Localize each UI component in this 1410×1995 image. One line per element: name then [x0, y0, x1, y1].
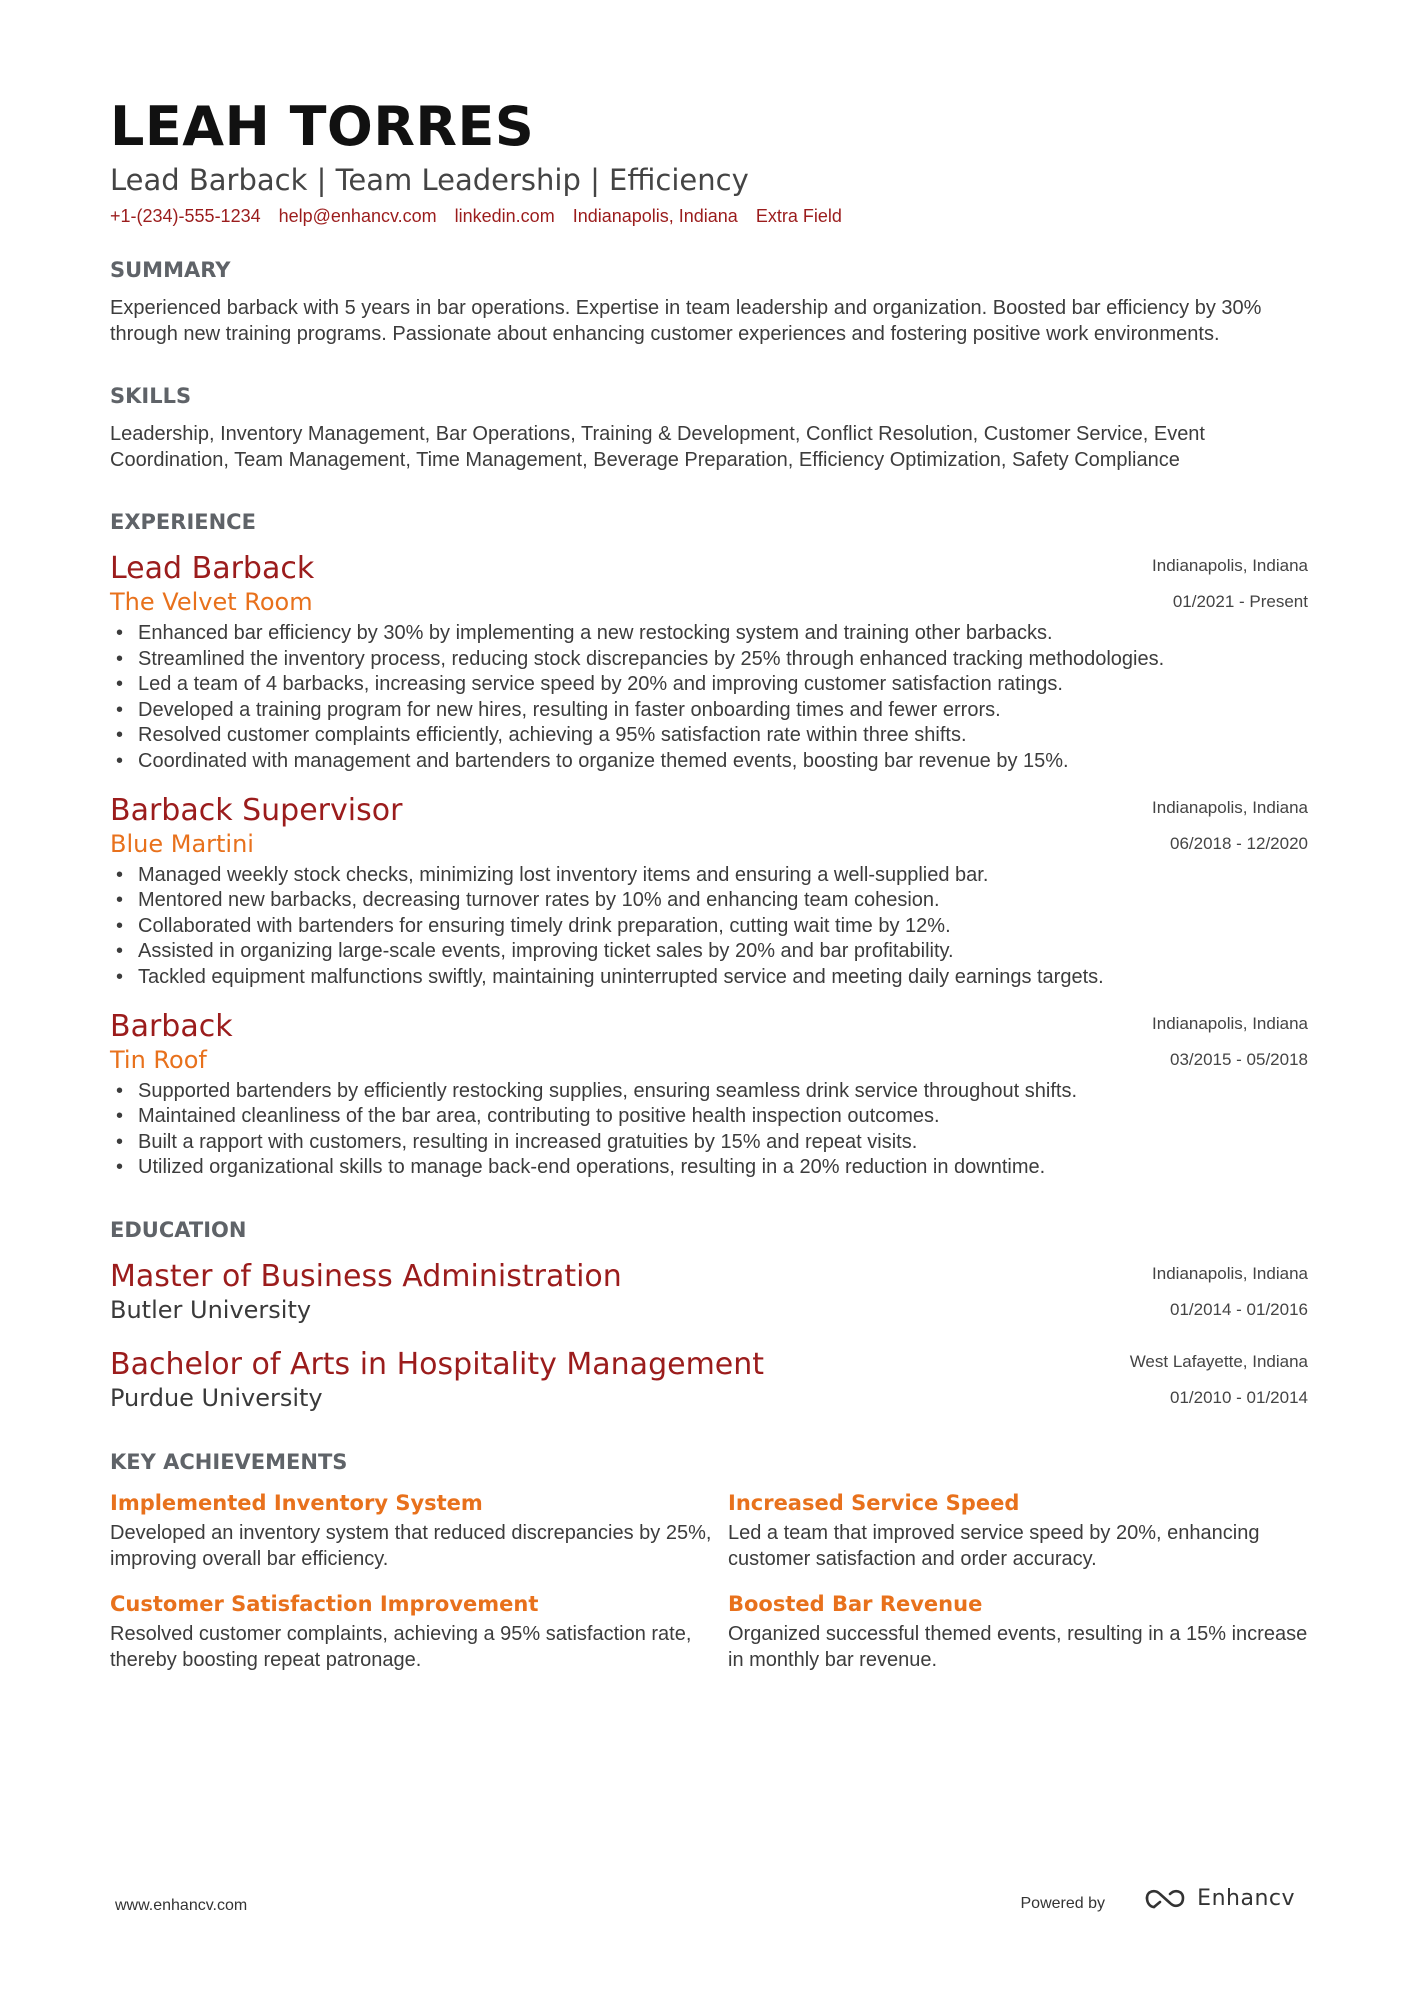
job-meta [1152, 793, 1308, 855]
degree-title: Master of Business Administration [110, 1258, 622, 1294]
job-entry [110, 551, 1308, 775]
education-dates: 01/2010 - 01/2014 [1169, 1387, 1308, 1407]
education-heading: EDUCATION [110, 1217, 247, 1242]
education-section [110, 1217, 1308, 1413]
job-company: Blue Martini [110, 829, 254, 858]
job-title: Barback Supervisor [110, 792, 403, 828]
education-location: West Lafayette, Indiana [1129, 1351, 1308, 1371]
summary-section [110, 257, 1308, 347]
job-bullets [110, 1079, 1308, 1181]
contact-phone[interactable]: +1-(234)-555-1234 [110, 206, 261, 226]
bullet-item: • Assisted in organizing large-scale events, improving ticket sales by 20% and bar profitability. [110, 939, 1308, 965]
education-location: Indianapolis, Indiana [1152, 1263, 1308, 1283]
summary-text: Experienced barback with 5 years in bar operations. Expertise in team leadership and organization. Boosted bar efficiency by 30% through new training programs. Passionate about enhancing customer experiences and fostering positive work environments. [110, 297, 1262, 345]
bullet-item: • Collaborated with bartenders for ensuring timely drink preparation, cutting wait time by 12%. [110, 914, 1308, 940]
bullet-item: • Maintained cleanliness of the bar area, contributing to positive health inspection outcomes. [110, 1104, 1308, 1130]
job-location: Indianapolis, Indiana [1152, 556, 1308, 575]
footer-logo[interactable] [1143, 1885, 1295, 1911]
job-title: Lead Barback [110, 551, 315, 586]
achievements-heading: KEY ACHIEVEMENTS [110, 1449, 348, 1474]
job-bullets [110, 863, 1308, 991]
achievements-grid [110, 1489, 1308, 1673]
achievement-desc: Developed an inventory system that reduced discrepancies by 25%, improving overall bar efficiency. [110, 1521, 712, 1570]
skills-text: Leadership, Inventory Management, Bar Operations, Training & Development, Conflict Resolution, Customer Service, Event Coordination, Team Management, Time Management, Beverage Preparation, Efficiency Optimization, Safety Compliance [110, 423, 1205, 471]
contact-email[interactable]: help@enhancv.com [278, 206, 437, 226]
footer-brand-name: Enhancv [1197, 1885, 1295, 1911]
job-location: Indianapolis, Indiana [1152, 797, 1308, 817]
achievement-desc: Organized successful themed events, resulting in a 15% increase in monthly bar revenue. [728, 1623, 1308, 1671]
bullet-item: • Streamlined the inventory process, reducing stock discrepancies by 25% through enhanced tracking methodologies. [110, 647, 1308, 673]
job-dates: 06/2018 - 12/2020 [1169, 833, 1308, 853]
bullet-item: • Led a team of 4 barbacks, increasing service speed by 20% and improving customer satisfaction ratings. [110, 672, 1308, 698]
achievement-title: Boosted Bar Revenue [728, 1592, 983, 1617]
summary-heading: SUMMARY [110, 258, 231, 282]
achievement-item [110, 1590, 728, 1673]
job-title: Barback [110, 1008, 233, 1044]
job-entry [110, 793, 1308, 991]
candidate-tagline: Lead Barback | Team Leadership | Efficiency [110, 163, 749, 197]
bullet-item: • Resolved customer complaints efficiently, achieving a 95% satisfaction rate within three shifts. [110, 723, 1308, 749]
job-entry [110, 1009, 1308, 1181]
job-meta [1152, 551, 1308, 613]
footer-site-link[interactable]: www.enhancv.com [115, 1897, 248, 1914]
job-bullets [110, 621, 1308, 775]
job-company: Tin Roof [110, 1045, 207, 1074]
achievement-item [728, 1489, 1308, 1572]
candidate-name: LEAH TORRES [110, 95, 535, 158]
achievements-section [110, 1449, 1308, 1673]
education-entry [110, 1347, 1308, 1413]
education-meta [1152, 1259, 1308, 1321]
page-footer [115, 1885, 1295, 1925]
resume-page [110, 95, 1308, 1673]
experience-section [110, 509, 1308, 1181]
bullet-item: • Coordinated with management and bartenders to organize themed events, boosting bar revenue by 15%. [110, 749, 1308, 775]
bullet-item: • Tackled equipment malfunctions swiftly, maintaining uninterrupted service and meeting daily earnings targets. [110, 965, 1308, 991]
achievement-item [110, 1489, 728, 1572]
contact-location: Indianapolis, Indiana [572, 206, 738, 226]
bullet-item: • Utilized organizational skills to manage back-end operations, resulting in a 20% reduction in downtime. [110, 1155, 1308, 1181]
degree-title: Bachelor of Arts in Hospitality Management [110, 1346, 765, 1382]
bullet-item: • Built a rapport with customers, resulting in increased gratuities by 15% and repeat visits. [110, 1130, 1308, 1156]
achievement-title: Increased Service Speed [728, 1490, 1020, 1515]
contact-extra-field: Extra Field [755, 206, 842, 226]
enhancv-logo-icon [1143, 1885, 1187, 1911]
bullet-item: • Enhanced bar efficiency by 30% by implementing a new restocking system and training other barbacks. [110, 621, 1308, 647]
bullet-item: • Mentored new barbacks, decreasing turnover rates by 10% and enhancing team cohesion. [110, 888, 1308, 914]
school-name: Purdue University [110, 1383, 323, 1412]
skills-heading: SKILLS [110, 384, 192, 408]
job-location: Indianapolis, Indiana [1152, 1013, 1308, 1033]
bullet-item: • Developed a training program for new hires, resulting in faster onboarding times and fewer errors. [110, 698, 1308, 724]
experience-heading: EXPERIENCE [110, 510, 256, 534]
bullet-item: • Supported bartenders by efficiently restocking supplies, ensuring seamless drink service throughout shifts. [110, 1079, 1308, 1105]
achievement-title: Implemented Inventory System [110, 1490, 483, 1515]
achievement-desc: Led a team that improved service speed by 20%, enhancing customer satisfaction and order accuracy. [728, 1521, 1260, 1570]
skills-section [110, 383, 1308, 473]
education-dates: 01/2014 - 01/2016 [1169, 1299, 1308, 1319]
achievement-desc: Resolved customer complaints, achieving a 95% satisfaction rate, thereby boosting repeat patronage. [110, 1623, 692, 1671]
footer-powered-by: Powered by [1020, 1895, 1105, 1912]
job-dates: 01/2021 - Present [1172, 592, 1308, 611]
school-name: Butler University [110, 1295, 312, 1324]
contact-linkedin[interactable]: linkedin.com [454, 206, 555, 226]
achievement-item [728, 1590, 1308, 1673]
job-meta [1152, 1009, 1308, 1071]
achievement-title: Customer Satisfaction Improvement [110, 1592, 539, 1617]
job-company: The Velvet Room [110, 588, 313, 616]
education-entry [110, 1259, 1308, 1325]
bullet-item: • Managed weekly stock checks, minimizing lost inventory items and ensuring a well-supplied bar. [110, 863, 1308, 889]
education-meta [1130, 1347, 1308, 1409]
job-dates: 03/2015 - 05/2018 [1169, 1049, 1308, 1069]
contact-bar [110, 205, 1308, 227]
